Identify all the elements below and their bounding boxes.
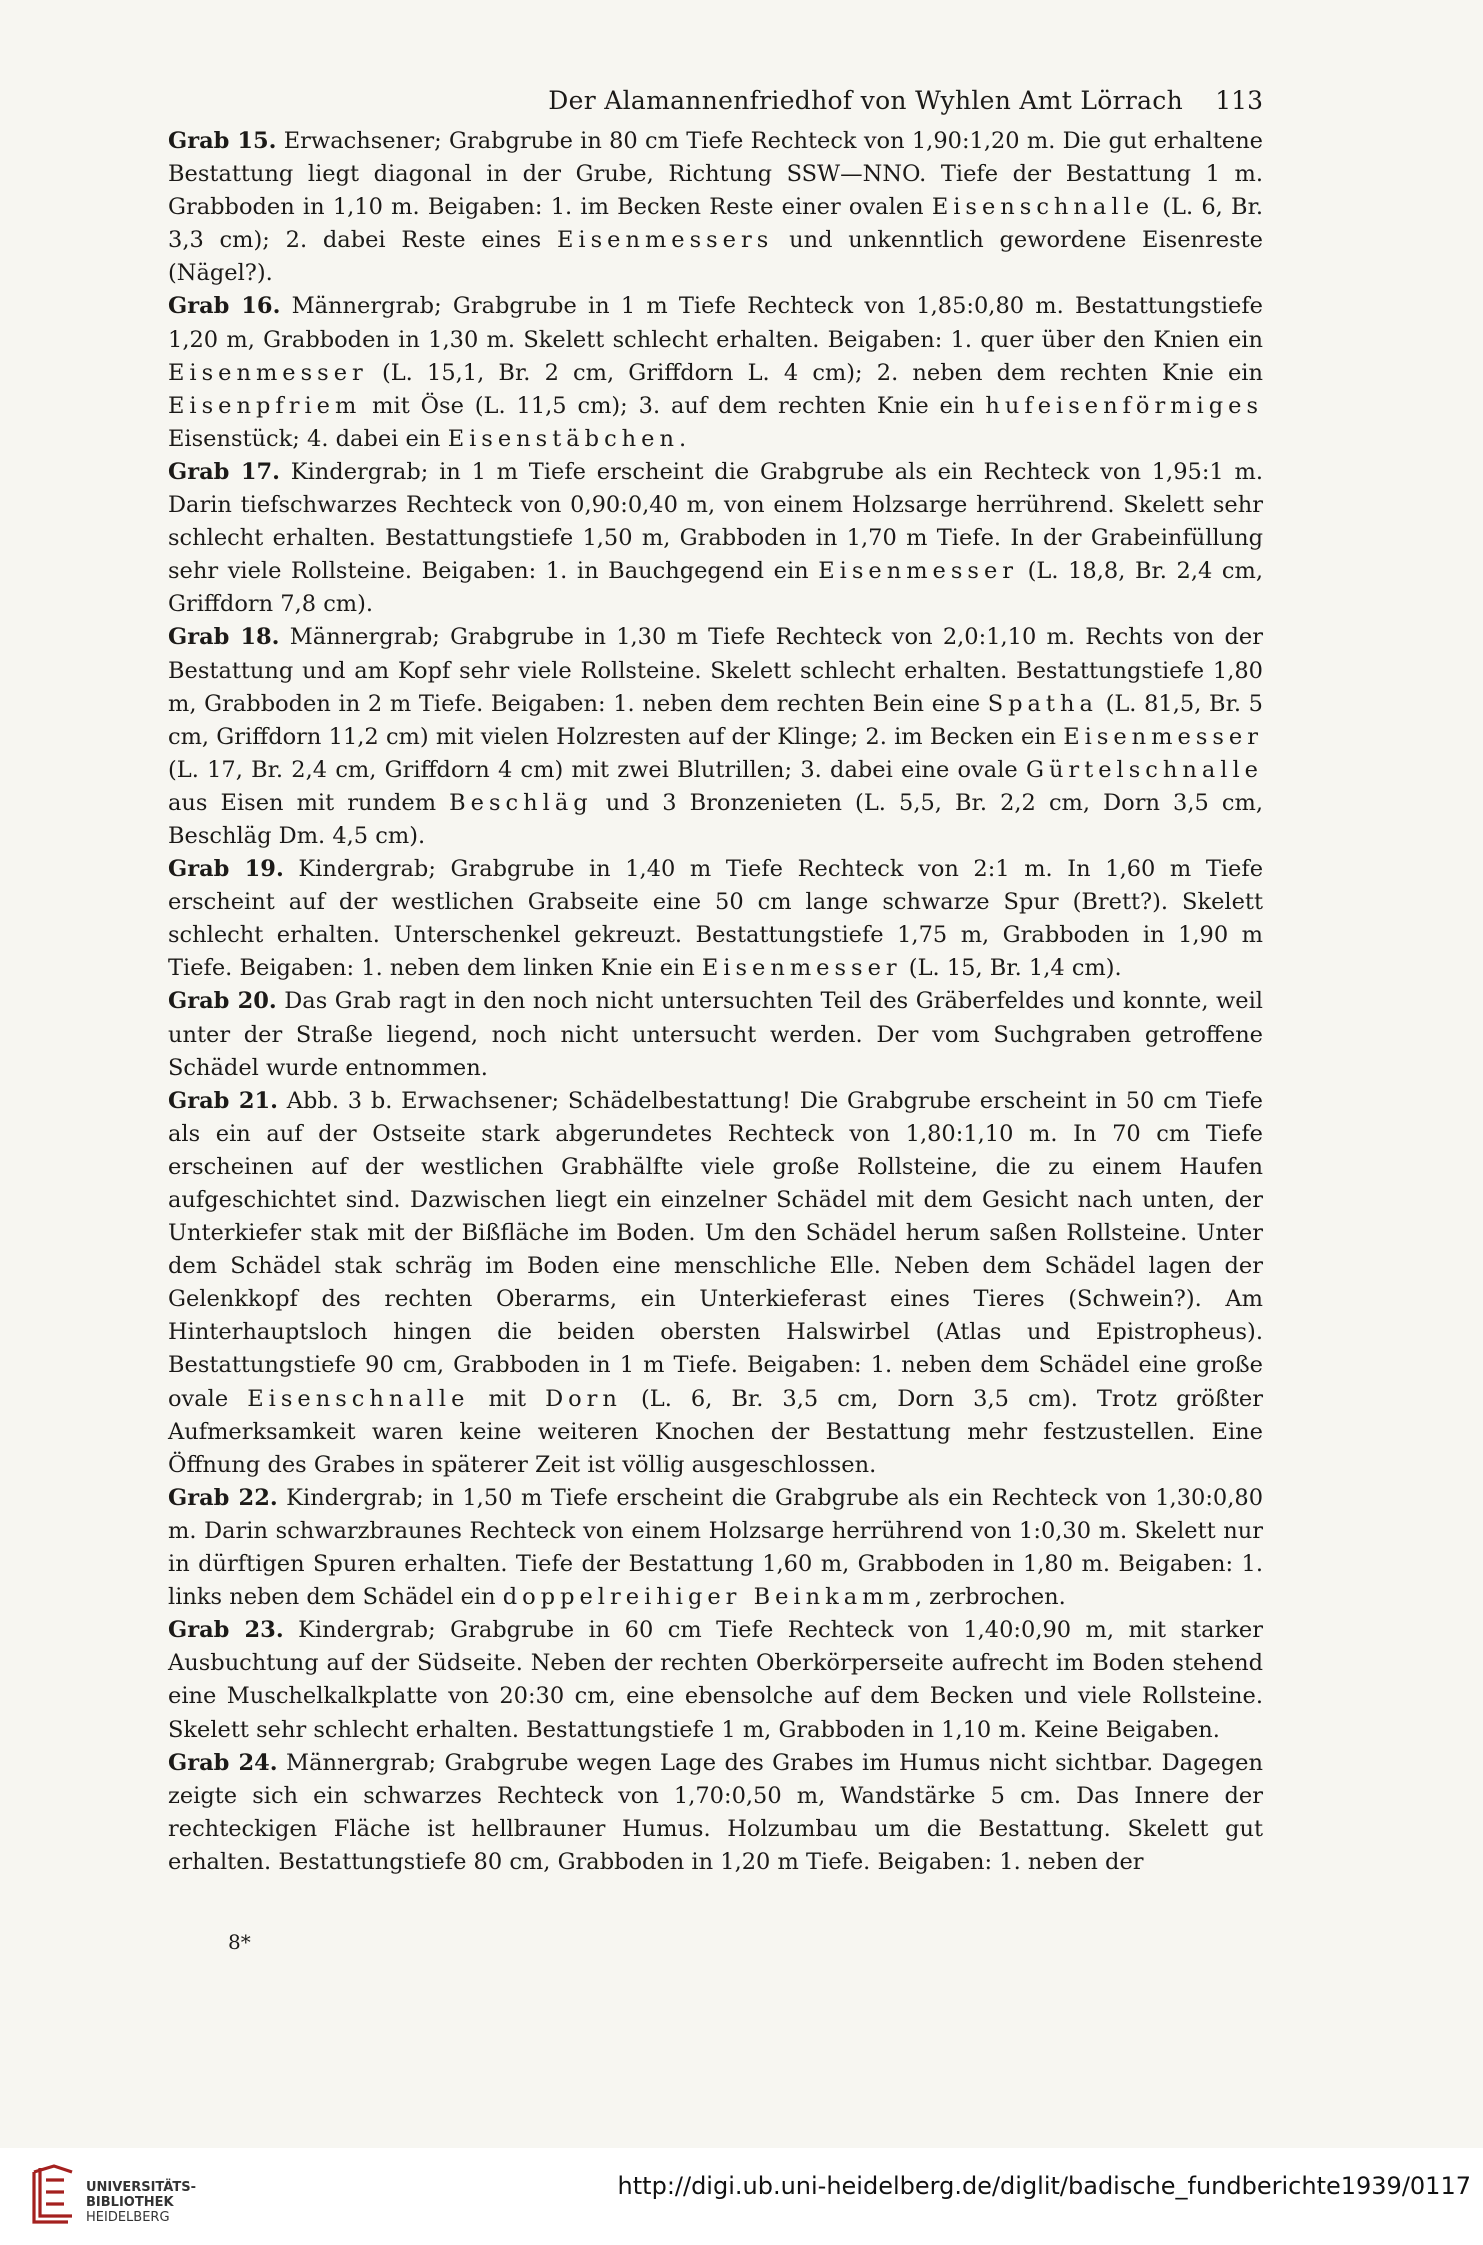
grab-entry-label: Grab 18. — [168, 624, 280, 651]
entry-text: . — [678, 425, 687, 452]
grab-entry-label: Grab 22. — [168, 1484, 278, 1511]
grab-entry — [168, 290, 1263, 455]
entry-text: (L. 81,5, Br. 5 cm, Griffdorn 11,2 cm) mit vielen Holzresten auf der Klinge; 2. im Becken ein — [168, 690, 1264, 750]
spaced-term: Eisenpfriem — [168, 392, 362, 419]
entry-text: Männergrab; Grabgrube in 1,30 m Tiefe Rechteck von 2,0:1,10 m. Rechts von der Bestattung und am Kopf sehr viele Rollsteine. Skelett schlecht erhalten. Bestattungstiefe 1,80 m, Grabboden in 2 m Tiefe. Beigaben: 1. neben dem rechten Bein eine — [168, 624, 1263, 717]
entry-text: Männergrab; Grabgrube wegen Lage des Grabes im Humus nicht sichtbar. Dagegen zeigte sich ein schwarzes Rechteck von 1,70:0,50 m, Wandstärke 5 cm. Das Innere der rechteckigen Fläche ist hellbrauner Humus. Holzumbau um die Bestattung. Skelett gut erhalten. Bestattungstiefe 80 cm, Grabboden in 1,20 m Tiefe. Beigaben: 1. neben der — [168, 1749, 1263, 1875]
entry-text: Kindergrab; Grabgrube in 60 cm Tiefe Rechteck von 1,40:0,90 m, mit starker Ausbuchtung auf der Südseite. Neben der rechten Oberkörperseite aufrecht im Boden stehend eine Muschelkalkplatte von 20:30 cm, eine ebensolche auf dem Becken und viele Rollsteine. Skelett sehr schlecht erhalten. Bestattungstiefe 1 m, Grabboden in 1,10 m. Keine Beigaben. — [168, 1617, 1263, 1743]
entry-text: Abb. 3 b. Erwachsener; Schädelbestattung! Die Grabgrube erscheint in 50 cm Tiefe als ein auf der Ostseite stark abgerundetes Rechteck von 1,80:1,10 m. In 70 cm Tiefe erscheinen auf der westlichen Grabhälfte viele große Rollsteine, die zu einem Haufen aufgeschichtet sind. Dazwischen liegt ein einzelner Schädel mit dem Gesicht nach unten, der Unterkiefer stak mit der Bißfläche im Boden. Um den Schädel herum saßen Rollsteine. Unter dem Schädel stak schräg im Boden eine menschliche Elle. Neben dem Schädel lagen der Gelenkkopf des rechten Oberarms, ein Unterkieferast eines Tieres (Schwein?). Am Hinterhauptsloch hingen die beiden obersten Halswirbel (Atlas und Epistropheus). Bestattungstiefe 90 cm, Grabboden in 1 m Tiefe. Beigaben: 1. neben dem Schädel eine große ovale — [168, 1087, 1263, 1412]
entry-text: aus Eisen mit rundem — [168, 789, 450, 816]
entry-text: Das Grab ragt in den noch nicht untersuchten Teil des Gräberfeldes und konnte, weil unter der Straße liegend, noch nicht untersucht werden. Der vom Suchgraben getroffene Schädel wurde entnommen. — [168, 988, 1263, 1081]
entry-text: mit — [469, 1385, 546, 1412]
library-name-line2: BIBLIOTHEK — [86, 2195, 174, 2210]
grab-entry-label: Grab 20. — [168, 988, 277, 1015]
entry-text: (L. 6, Br. 3,3 cm); 2. dabei Reste eines — [168, 194, 1264, 254]
entry-text: und unkenntlich gewordene Eisenreste (Nägel?). — [168, 227, 1263, 287]
library-name-line3: HEIDELBERG — [86, 2210, 170, 2225]
signature-mark: 8* — [228, 1930, 251, 1954]
page-header — [168, 86, 1263, 126]
entry-text: mit Öse (L. 11,5 cm); 3. auf dem rechten Knie ein — [361, 392, 986, 419]
entry-text: Kindergrab; Grabgrube in 1,40 m Tiefe Rechteck von 2:1 m. In 1,60 m Tiefe erscheint auf der westlichen Grabseite eine 50 cm lange schwarze Spur (Brett?). Skelett schlecht erhalten. Unterschenkel gekreuzt. Bestattungstiefe 1,75 m, Grabboden in 1,90 m Tiefe. Beigaben: 1. neben dem linken Knie ein — [168, 856, 1264, 982]
spaced-term: Beschläg — [449, 789, 593, 816]
grab-entry — [168, 1614, 1263, 1746]
grab-entry — [168, 1747, 1263, 1879]
spaced-term: Eisenmesser — [1063, 723, 1263, 750]
footer — [0, 2148, 1483, 2245]
entry-text: und 3 Bronzenieten (L. 5,5, Br. 2,2 cm, Dorn 3,5 cm, Beschläg Dm. 4,5 cm). — [168, 789, 1263, 849]
source-url-link[interactable]: http://digi.ub.uni-heidelberg.de/diglit/badische_fundberichte1939/0117 — [617, 2172, 1471, 2200]
spaced-term: Spatha — [987, 690, 1098, 717]
grab-entry-label: Grab 19. — [168, 856, 284, 883]
grab-entry-label: Grab 21. — [168, 1087, 278, 1114]
grab-entry — [168, 456, 1263, 621]
grab-entry-label: Grab 24. — [168, 1749, 278, 1776]
grab-entry — [168, 853, 1263, 985]
grab-entry — [168, 125, 1263, 290]
entry-text: Männergrab; Grabgrube in 1 m Tiefe Rechteck von 1,85:0,80 m. Bestattungstiefe 1,20 m, Grabboden in 1,30 m. Skelett schlecht erhalten. Beigaben: 1. quer über den Knien ein — [168, 293, 1264, 353]
entry-text: , zerbrochen. — [914, 1584, 1066, 1611]
entry-text: Erwachsener; Grabgrube in 80 cm Tiefe Rechteck von 1,90:1,20 m. Die gut erhaltene Bestattung liegt diagonal in der Grube, Richtung SSW—NNO. Tiefe der Bestattung 1 m. Grabboden in 1,10 m. Beigaben: 1. im Becken Reste einer ovalen — [168, 128, 1263, 221]
library-name — [86, 2180, 196, 2225]
spaced-term: Eisenstäbchen — [447, 425, 679, 452]
grab-entry — [168, 1085, 1263, 1482]
entry-text: Kindergrab; in 1 m Tiefe erscheint die Grabgrube als ein Rechteck von 1,95:1 m. Darin tiefschwarzes Rechteck von 0,90:0,40 m, von einem Holzsarge herrührend. Skelett sehr schlecht erhalten. Bestattungstiefe 1,50 m, Grabboden in 1,70 m Tiefe. In der Grabeinfüllung sehr viele Rollsteine. Beigaben: 1. in Bauchgegend ein — [168, 458, 1263, 585]
running-title: Der Alamannenfriedhof von Wyhlen Amt Lörrach — [548, 86, 1183, 115]
grab-entry-label: Grab 16. — [168, 293, 281, 320]
spaced-term: Eisenmesser — [701, 955, 902, 982]
grab-entry-label: Grab 17. — [168, 458, 280, 485]
entry-text: Eisenstück; 4. dabei ein — [168, 425, 448, 452]
grab-entry-label: Grab 23. — [168, 1617, 284, 1644]
entry-text: (L. 6, Br. 3,5 cm, Dorn 3,5 cm). Trotz größter Aufmerksamkeit waren keine weiteren Knochen der Bestattung mehr festzustellen. Eine Öffnung des Grabes in späterer Zeit ist völlig ausgeschlossen. — [168, 1385, 1263, 1478]
spaced-term: Eisenschnalle — [247, 1385, 470, 1412]
spaced-term: Eisenmesser — [168, 359, 368, 386]
text-body — [168, 125, 1263, 1879]
entry-text: (L. 15,1, Br. 2 cm, Griffdorn L. 4 cm); 2. neben dem rechten Knie ein — [367, 359, 1263, 386]
grab-entry — [168, 1482, 1263, 1614]
page-number: 113 — [1215, 86, 1263, 115]
library-logo[interactable] — [28, 2162, 278, 2232]
grab-entry-label: Grab 15. — [168, 128, 277, 154]
spaced-term: doppelreihiger Beinkamm — [502, 1584, 915, 1611]
spaced-term: hufeisenförmiges — [985, 392, 1263, 419]
spaced-term: Eisenschnalle — [931, 194, 1155, 221]
entry-text: (L. 15, Br. 1,4 cm). — [901, 955, 1122, 982]
spaced-term: Eisenmessers — [556, 227, 774, 254]
entry-text: Kindergrab; in 1,50 m Tiefe erscheint die Grabgrube als ein Rechteck von 1,30:0,80 m. Darin schwarzbraunes Rechteck von einem Holzsarge herrührend von 1:0,30 m. Skelett nur in dürftigen Spuren erhalten. Tiefe der Bestattung 1,60 m, Grabboden in 1,80 m. Beigaben: 1. links neben dem Schädel ein — [168, 1484, 1264, 1611]
spaced-term: Eisenmesser — [818, 558, 1019, 585]
entry-text: (L. 18,8, Br. 2,4 cm, Griffdorn 7,8 cm). — [168, 558, 1263, 618]
library-name-line1: UNIVERSITÄTS- — [86, 2180, 196, 2195]
entry-text: (L. 17, Br. 2,4 cm, Griffdorn 4 cm) mit zwei Blutrillen; 3. dabei eine ovale — [168, 756, 1026, 783]
grab-entry — [168, 985, 1263, 1084]
spaced-term: Dorn — [545, 1385, 622, 1412]
library-logo-icon — [28, 2162, 78, 2228]
grab-entry — [168, 621, 1263, 853]
spaced-term: Gürtelschnalle — [1025, 756, 1263, 783]
